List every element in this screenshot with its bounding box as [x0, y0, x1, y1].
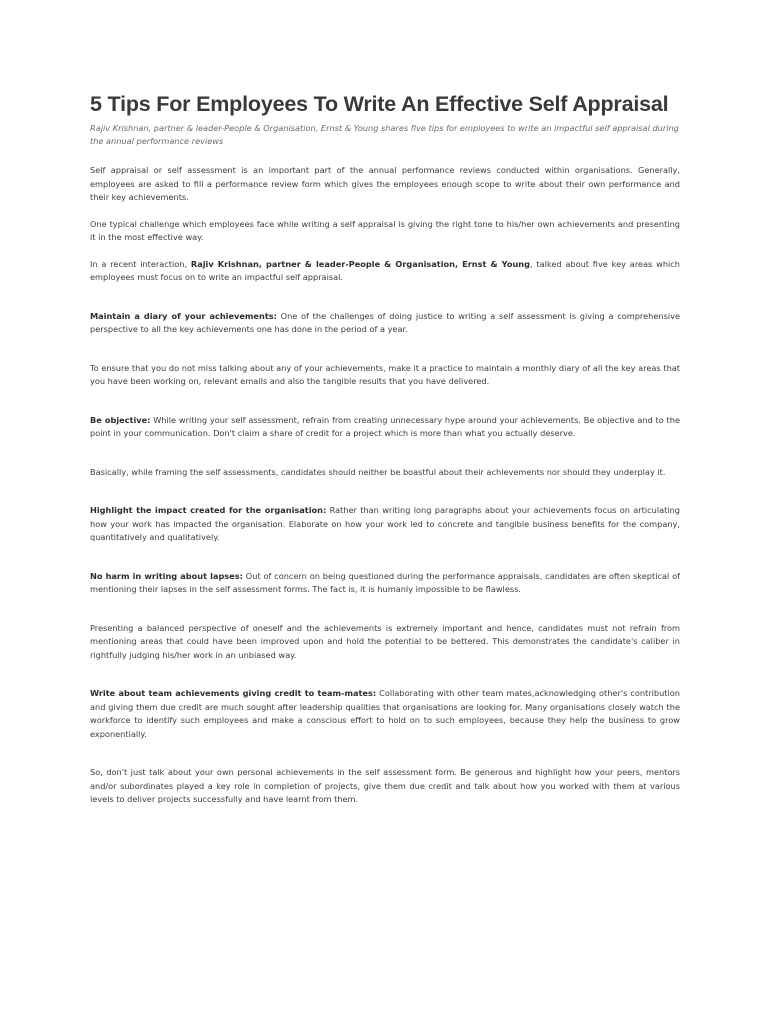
tip-1-body: One of the challenges of doing justice to writing a self assessment is giving a comprehensive perspective to all the key achievements one has done in the period of a year. [90, 310, 680, 334]
tip-4-heading: No harm in writing about lapses: [90, 570, 243, 581]
tip-4-body: Out of concern on being questioned during the performance appraisals, candidates are often skeptical of mentioning their lapses in the self assessment forms. The fact is, it is humanly impossible to be flawless. [90, 570, 681, 594]
tip-1-heading: Maintain a diary of your achievements: [90, 310, 277, 321]
tip-2-body: While writing your self assessment, refrain from creating unnecessary hype around your achievements. Be objective and to the point in your communication. Don't claim a share of credit for a project which is more than what you actually deserve. [90, 414, 680, 438]
tip-3-paragraph [90, 504, 680, 545]
tip-2-heading: Be objective: [90, 414, 151, 425]
tip-5-heading: Write about team achievements giving credit to team-mates: [90, 688, 377, 698]
tip-1-paragraph [90, 310, 680, 337]
tip-5-body: Collaborating with other team mates,acknowledging other's contribution and giving them due credit are much sought after leadership qualities that organisations are looking for. Many organisations closely watch the workforce to identify such employees and make a conscious effort to hold on to such employees, because they help the business to grow exponentially. [90, 688, 680, 739]
tip-5-more-paragraph: So, don't just talk about your own personal achievements in the self assessment form. Be generous and highlight how your peers, mentors and/or subordinates played a key role in completion of projects, give them due credit and talk about how you worked with them at various levels to deliver projects successfully and have learnt from them. [90, 767, 680, 804]
tip-2-paragraph [90, 414, 680, 441]
interaction-paragraph [90, 258, 680, 285]
article-subtitle: Rajiv Krishnan, partner & leader-People & Organisation, Ernst & Young shares five tips for employees to write an impactful self appraisal during the annual performance reviews [90, 123, 679, 146]
challenge-paragraph: One typical challenge which employees face while writing a self appraisal is giving the right tone to his/her own achievements and presenting it in the most effective way. [90, 218, 680, 242]
article-title: 5 Tips For Employees To Write An Effective Self Appraisal [90, 92, 669, 116]
tip-4-paragraph [90, 570, 680, 597]
tip-1-more-paragraph: To ensure that you do not miss talking about any of your achievements, make it a practice to maintain a monthly diary of all the key areas that you have been working on, relevant emails and also the tangible results that you have delivered. [90, 362, 680, 386]
interaction-text-post: , talked about five key areas which employees must focus on to write an impactful self appraisal. [90, 258, 680, 282]
intro-paragraph: Self appraisal or self assessment is an important part of the annual performance reviews conducted within organisations. Generally, employees are asked to fill a performance review form which gives the employees enough scope to write about their own performance and their key achievements. [90, 165, 680, 202]
tip-2-more-paragraph: Basically, while framing the self assessments, candidates should neither be boastful about their achievements nor should they underplay it. [90, 466, 666, 477]
tip-4-more-paragraph: Presenting a balanced perspective of oneself and the achievements is extremely important and hence, candidates must not refrain from mentioning areas that could have been improved upon and hold the potential to be bettered. This demonstrates the candidate's caliber in rightfully judging his/her work in an unbiased way. [90, 622, 680, 660]
tip-5-paragraph [90, 687, 680, 741]
tip-3-heading: Highlight the impact created for the organisation: [90, 505, 327, 515]
tip-3-body: Rather than writing long paragraphs about your achievements focus on articulating how your work has impacted the organisation. Elaborate on how your work led to concrete and tangible business benefits for the company, quantitatively and qualitatively. [90, 505, 680, 542]
interaction-speaker: Rajiv Krishnan, partner & leader-People & Organisation, Ernst & Young [190, 258, 530, 269]
interaction-text-pre: In a recent interaction, [90, 258, 191, 269]
